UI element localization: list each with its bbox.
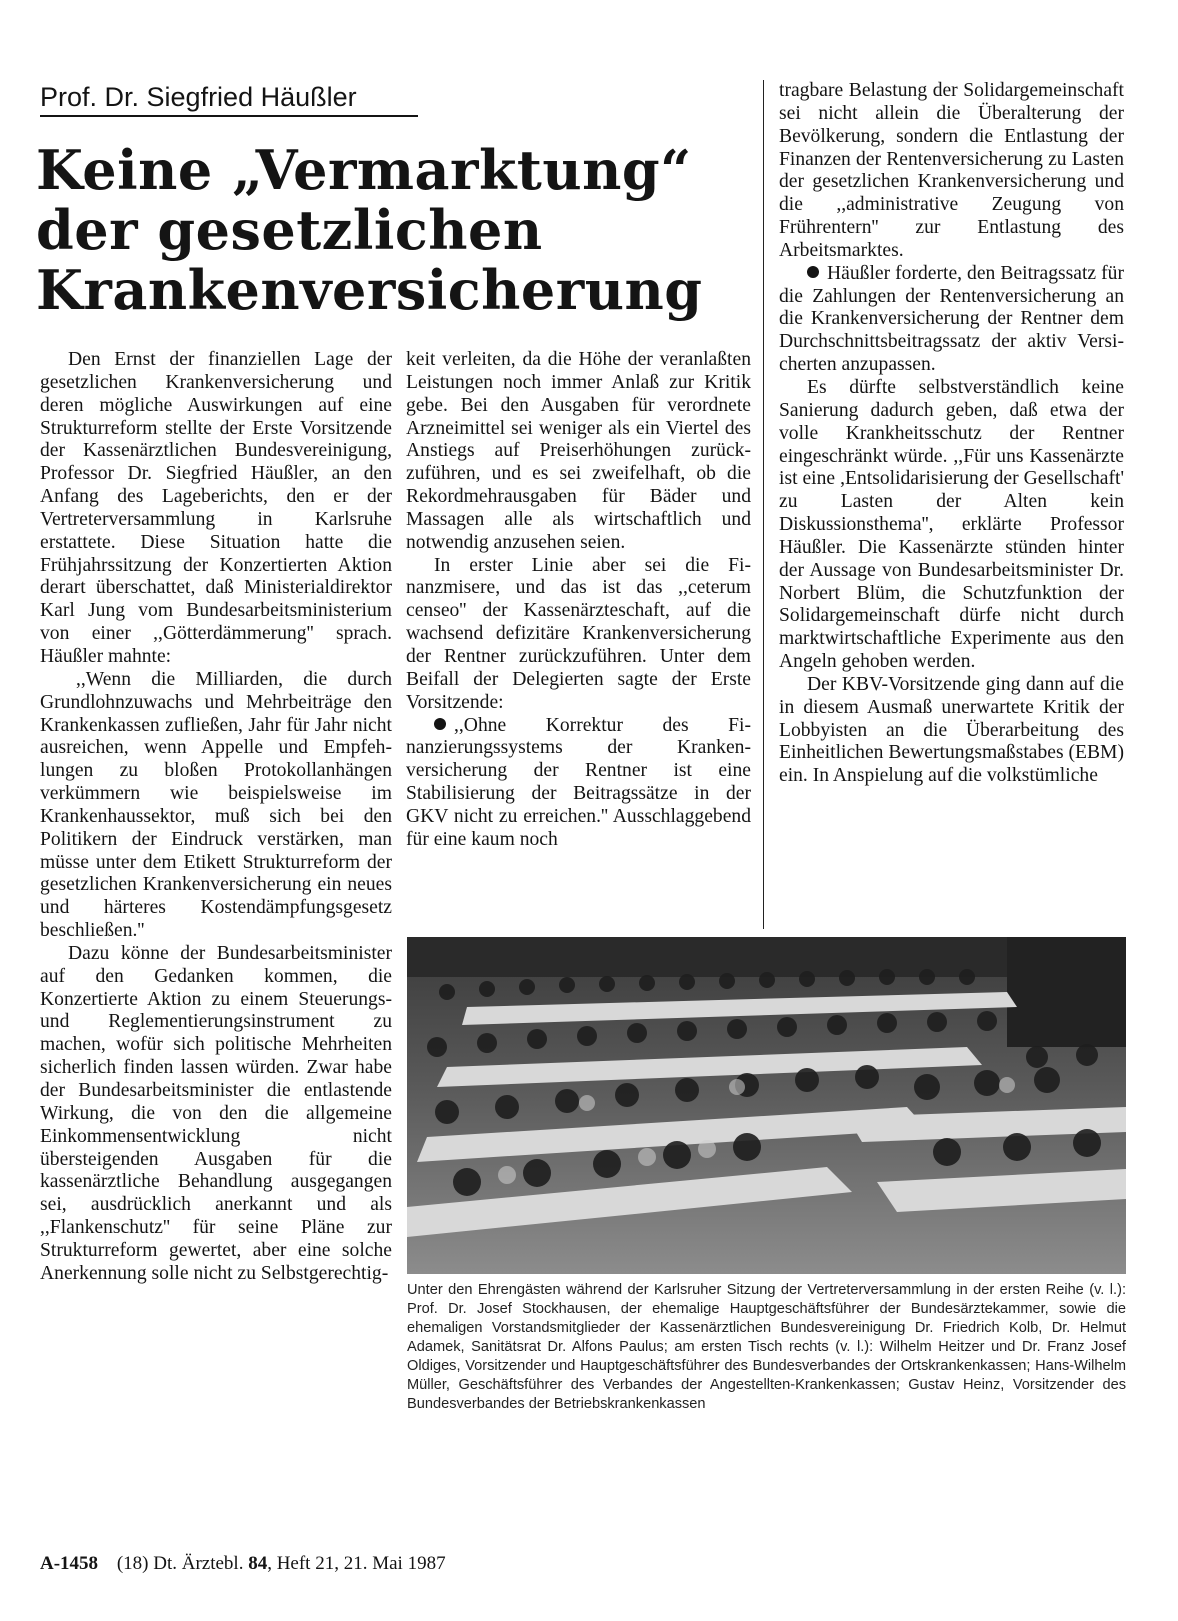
text-column-1 — [40, 349, 392, 1286]
bullet-icon — [434, 718, 446, 730]
paragraph: Es dürfte selbstverständlich keine Sanierung dadurch geben, daß etwa der volle Krankheitsschutz der Rentner eingeschränkt würde. ,,Für uns Kassenärzte ist eine ,Entsolidarisierung der Gesellschaft' zu Lasten der Alten kein Diskussionsthema'', erklärte Professor Häußler. Die Kassenärzte stünden hinter der Aussage von Bundesarbeitsminister Dr. Norbert Blüm, die Schutzfunktion der Solidargemeinschaft dürfe nicht durch marktwirtschaftliche Experimente aus den Angeln gehoben werden. — [779, 376, 1124, 673]
bullet-paragraph — [779, 263, 1124, 377]
page-code: A-1458 — [40, 1553, 99, 1574]
page-number: (18) — [116, 1553, 149, 1574]
bullet-text: ,,Ohne Korrektur des Finanzierungssystems der Krankenversicherung der Rentner ist eine Stabilisierung der Beitragssätze in der GKV nicht zu erreichen.'' Ausschlaggebend für eine kaum noch — [406, 714, 751, 850]
bullet-paragraph — [406, 715, 751, 852]
headline — [36, 140, 756, 320]
paragraph: tragbare Belastung der Solidargemeinschaft sei nicht allein die Überalterung der Bevölkerung, sondern die Entlastung der Finanzen der Rentenversicherung zu Lasten der gesetzlichen Krankenversicherung und die ,,administrative Zeugung von Frührentern'' zur Entlastung des Arbeitsmarktes. — [779, 80, 1124, 261]
bullet-text: Häußler forderte, den Beitragssatz für die Zahlungen der Rentenversicherung an die Krankenversicherung der Rentner dem Durchschnittsbeitragssatz der aktiv Versicherten anzupassen. — [779, 262, 1124, 376]
paragraph: Den Ernst der finanziellen Lage der gesetzlichen Krankenversicherung und deren mögliche Auswirkungen auf eine Strukturreform stellte der Erste Vorsitzende der Kassenärztlichen Bundesvereinigung, Professor Dr. Siegfried Häußler, an den Anfang des Lageberichts, den er der Vertreterversammlung in Karlsruhe erstattete. Diese Situation hatte die Frühjahrssitzung der Konzertierten Aktion derart überschattet, daß Ministerialdirektor Karl Jung vom Bundesarbeitsministerium von einer ,,Götterdämmerung'' sprach. Häußler mahnte: — [40, 349, 392, 667]
assembly-hall-photo — [407, 937, 1126, 1274]
photo-caption: Unter den Ehrengästen während der Karlsruher Sitzung der Vertreterversammlung in der ersten Reihe (v. l.): Prof. Dr. Josef Stockhausen, der ehemalige Hauptgeschäftsführer der Bundesärztekammer, sowie die ehemaligen Vorstandsmitglieder der Kassenärztlichen Bundesvereinigung Dr. Friedrich Kolb, Dr. Helmut Adamek, Sanitätsrat Dr. Alfons Paulus; am ersten Tisch rechts (v. l.): Wilhelm Heitzer und Dr. Franz Josef Oldiges, Vorsitzender und Hauptgeschäftsführer des Bundesverbandes der Ortskrankenkassen; Hans-Wilhelm Müller, Geschäftsführer des Verbandes der Angestellten-Krankenkassen; Gustav Heinz, Vorsitzender des Bundesverbandes der Betriebskrankenkassen — [407, 1282, 1126, 1412]
journal-issue: , Heft 21, 21. Mai 1987 — [267, 1553, 446, 1574]
bullet-icon — [807, 266, 819, 278]
paragraph: Der KBV-Vorsitzende ging dann auf die in diesem Ausmaß unerwartete Kritik der Lobbyisten an die Überarbeitung des Einheitlichen Bewertungsmaßstabes (EBM) ein. In Anspielung auf die volkstümliche — [779, 673, 1124, 787]
headline-line-2: der gesetzlichen — [36, 198, 543, 262]
journal-name: Dt. Ärztebl. — [153, 1553, 244, 1574]
page-footer — [40, 1552, 446, 1576]
author-kicker: Prof. Dr. Siegfried Häußler — [40, 80, 418, 117]
text-column-2 — [406, 349, 751, 852]
paragraph: Dazu könne der Bundesarbeitsminister auf den Gedanken kommen, die Konzertierte Aktion zu einem Steuerungs- und Reglementierungsinstrument zu machen, wofür sich politische Mehrheiten sicherlich finden lassen würden. Zwar habe der Bundesarbeitsminister die entlastende Wirkung, die von den die allgemeine Einkommensentwicklung nicht übersteigenden Ausgaben für die kassenärztliche Behandlung ausgegangen sei, ausdrücklich anerkannt und als ,,Flankenschutz'' für seine Pläne zur Strukturreform gewertet, aber eine solche Anerkennung solle nicht zu Selbstgerechtig- — [40, 942, 392, 1284]
headline-line-3: Krankenversicherung — [36, 258, 703, 322]
text-column-3 — [779, 80, 1124, 788]
journal-volume: 84 — [248, 1553, 268, 1574]
quote-paragraph: ,,Wenn die Milliarden, die durch Grundlohnzuwachs und Mehrbeiträge den Krankenkassen zufließen, Jahr für Jahr nicht ausreichen, wenn Appelle und Empfehlungen zu bloßen Protokollanhängen verkümmern wie beispielsweise im Krankenhaussektor, muß sich bei den Politikern der Eindruck verstärken, man müsse unter dem Etikett Strukturreform der gesetzlichen Krankenversicherung ein neues und härteres Kostendämpfungsgesetz beschließen.'' — [40, 668, 392, 942]
paragraph: keit verleiten, da die Höhe der veranlaßten Leistungen noch immer Anlaß zur Kritik gebe. Bei den Ausgaben für verordnete Arzneimittel sei weniger als ein Viertel des Anstiegs auf Preiserhöhungen zurückzuführen, und es sei zweifelhaft, ob die Rekordmehrausgaben für Bäder und Massagen alle als wirtschaftlich und notwendig anzusehen seien. — [406, 349, 751, 553]
headline-line-1: Keine „Vermarktung“ — [36, 138, 692, 202]
column-rule — [763, 80, 764, 929]
paragraph: In erster Linie aber sei die Finanzmisere, und das ist das ,,ceterum censeo'' der Kassenärzteschaft, auf die wachsend defizitäre Krankenversicherung der Rentner zurückzuführen. Unter dem Beifall der Delegierten sagte der Erste Vorsitzende: — [406, 554, 751, 713]
photo-illustration — [407, 937, 1126, 1274]
